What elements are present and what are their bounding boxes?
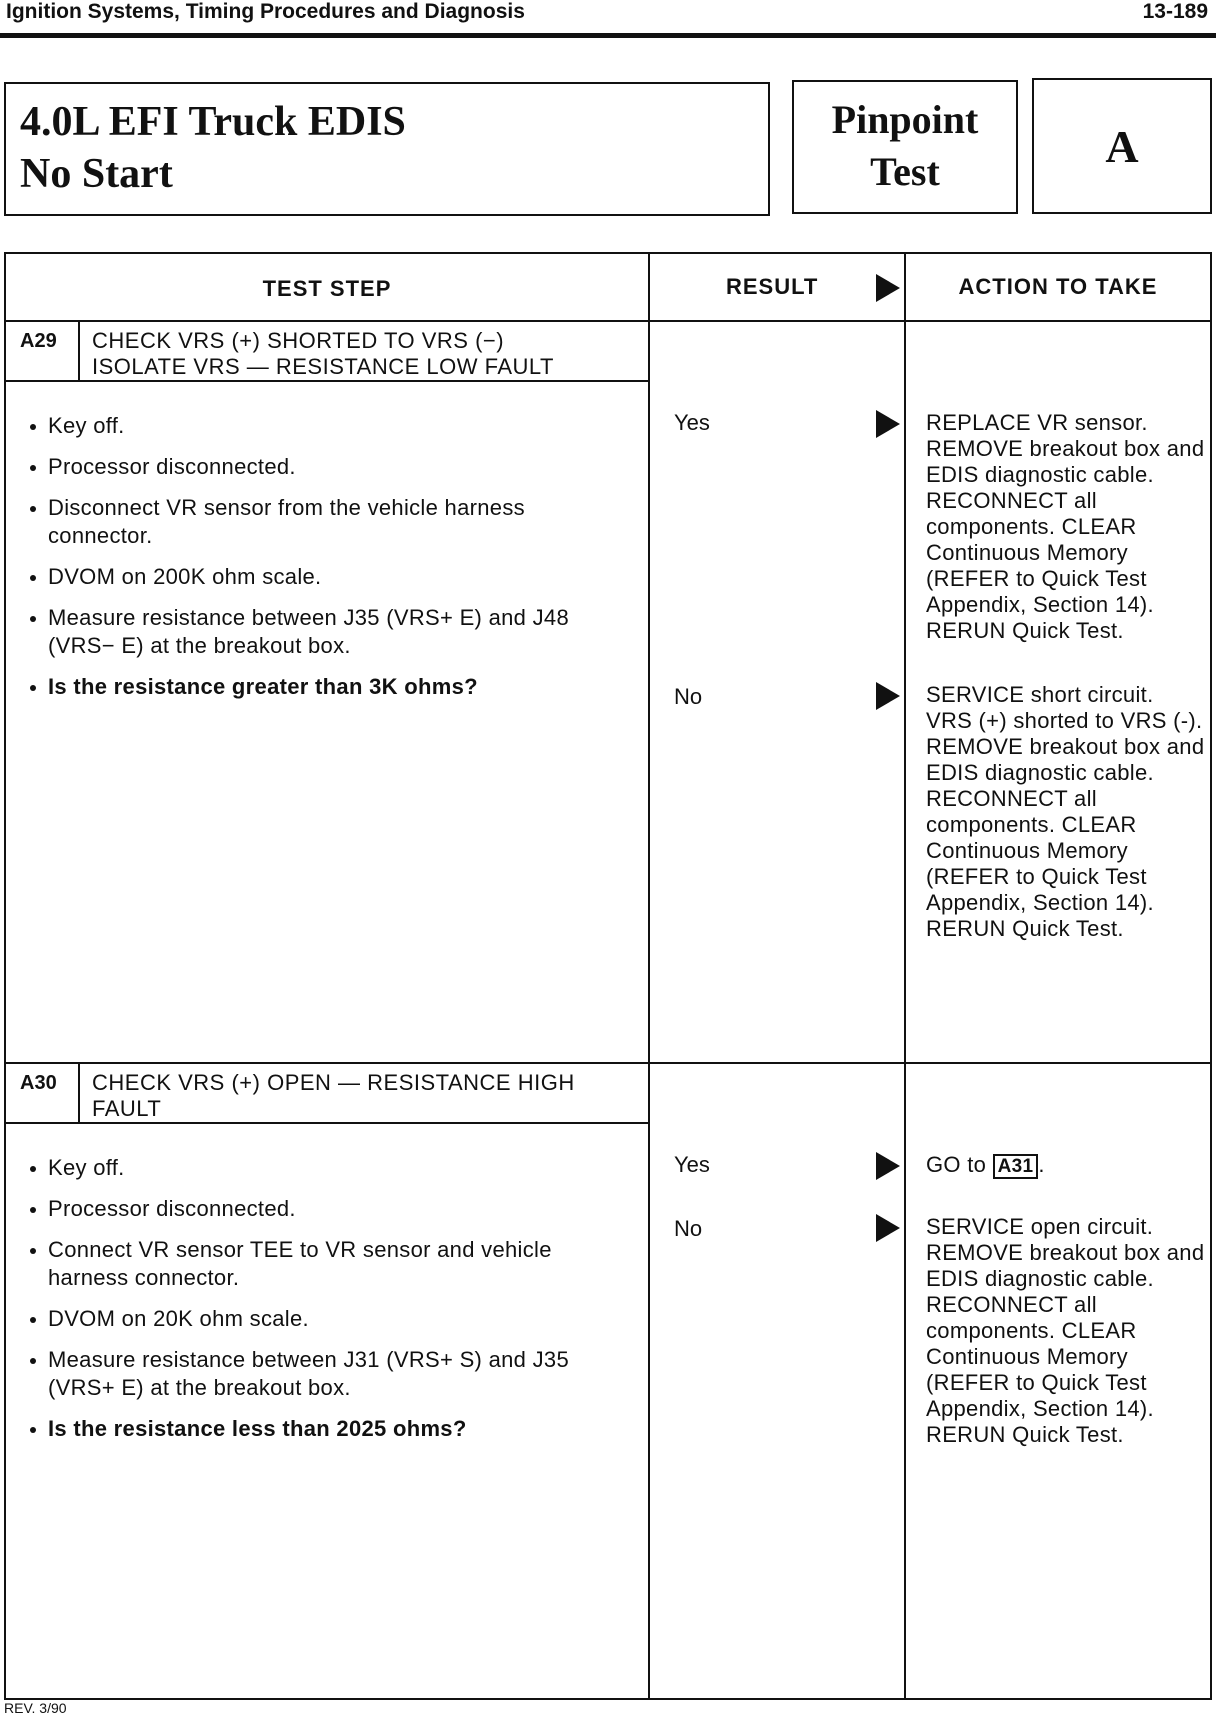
step-title-line: FAULT (92, 1096, 162, 1121)
title-box (4, 82, 770, 216)
step-instructions-a29 (26, 412, 626, 714)
arrow-icon (876, 682, 900, 710)
pinpoint-test-box (792, 80, 1018, 214)
list-item: Connect VR sensor TEE to VR sensor and vehicle harness connector. (26, 1236, 626, 1292)
page-header (0, 0, 1216, 38)
list-item: Key off. (26, 1154, 626, 1182)
title-line-2: No Start (20, 151, 173, 197)
question-item: Is the resistance less than 2025 ohms? (26, 1415, 626, 1443)
list-item: Processor disconnected. (26, 453, 626, 481)
result-no: No (674, 1216, 703, 1241)
goto-prefix: GO to (926, 1152, 987, 1177)
step-title-underline (6, 1122, 648, 1124)
title-line-1: 4.0L EFI Truck EDIS (20, 99, 406, 145)
revision-footer: REV. 3/90 (4, 1700, 67, 1716)
step-id-a29: A29 (20, 330, 57, 352)
arrow-icon (876, 1152, 900, 1180)
result-yes: Yes (674, 410, 710, 435)
result-no: No (674, 684, 703, 709)
col-header-test-step: TEST STEP (262, 276, 392, 301)
step-instructions-a30 (26, 1154, 626, 1456)
list-item: Measure resistance between J35 (VRS+ E) and J48 (VRS− E) at the breakout box. (26, 604, 626, 660)
divider-step-result (648, 254, 650, 1698)
step-title-line: ISOLATE VRS — RESISTANCE LOW FAULT (92, 354, 554, 379)
list-item: DVOM on 20K ohm scale. (26, 1305, 626, 1333)
action-text: SERVICE short circuit. VRS (+) shorted to VRS (-). REMOVE breakout box and EDIS diagnostic cable. RECONNECT all components. CLEAR Continuous Memory (REFER to Quick Test Appendix, Section 14). RERUN Quick Test. (926, 682, 1205, 941)
arrow-icon (876, 274, 900, 302)
pinpoint-line-2: Test (870, 149, 940, 194)
list-item: DVOM on 200K ohm scale. (26, 563, 626, 591)
step-title-a30 (92, 1070, 575, 1122)
col-header-action: ACTION TO TAKE (958, 274, 1158, 299)
step-title-line: CHECK VRS (+) OPEN — RESISTANCE HIGH (92, 1070, 575, 1095)
col-header-result: RESULT (726, 274, 819, 299)
arrow-icon (876, 1214, 900, 1242)
goto-suffix: . (1038, 1152, 1045, 1177)
divider-result-action (904, 254, 906, 1698)
test-letter: A (1105, 121, 1139, 172)
section-title: Ignition Systems, Timing Procedures and Diagnosis (6, 0, 525, 23)
header-row-divider (6, 320, 1210, 322)
pinpoint-line-1: Pinpoint (831, 97, 979, 142)
goto-step-link[interactable]: A31 (993, 1154, 1039, 1179)
step-title-line: CHECK VRS (+) SHORTED TO VRS (−) (92, 328, 505, 353)
test-table (4, 252, 1212, 1700)
step-id-divider (78, 320, 80, 382)
step-id-divider (78, 1062, 80, 1124)
action-text: REPLACE VR sensor. REMOVE breakout box and EDIS diagnostic cable. RECONNECT all components. CLEAR Continuous Memory (REFER to Quick Test Appendix, Section 14). RERUN Quick Test. (926, 410, 1205, 643)
action-text: SERVICE open circuit. REMOVE breakout box and EDIS diagnostic cable. RECONNECT all components. CLEAR Continuous Memory (REFER to Quick Test Appendix, Section 14). RERUN Quick Test. (926, 1214, 1205, 1447)
row-divider (6, 1062, 1210, 1064)
page-number: 13-189 (1142, 0, 1208, 23)
step-title-a29 (92, 328, 554, 380)
list-item: Key off. (26, 412, 626, 440)
arrow-icon (876, 410, 900, 438)
list-item: Measure resistance between J31 (VRS+ S) and J35 (VRS+ E) at the breakout box. (26, 1346, 626, 1402)
step-id-a30: A30 (20, 1072, 57, 1094)
list-item: Disconnect VR sensor from the vehicle harness connector. (26, 494, 626, 550)
test-letter-box (1032, 78, 1212, 214)
step-title-underline (6, 380, 648, 382)
result-yes: Yes (674, 1152, 710, 1177)
action-text (926, 1152, 1206, 1179)
question-item: Is the resistance greater than 3K ohms? (26, 673, 626, 701)
list-item: Processor disconnected. (26, 1195, 626, 1223)
